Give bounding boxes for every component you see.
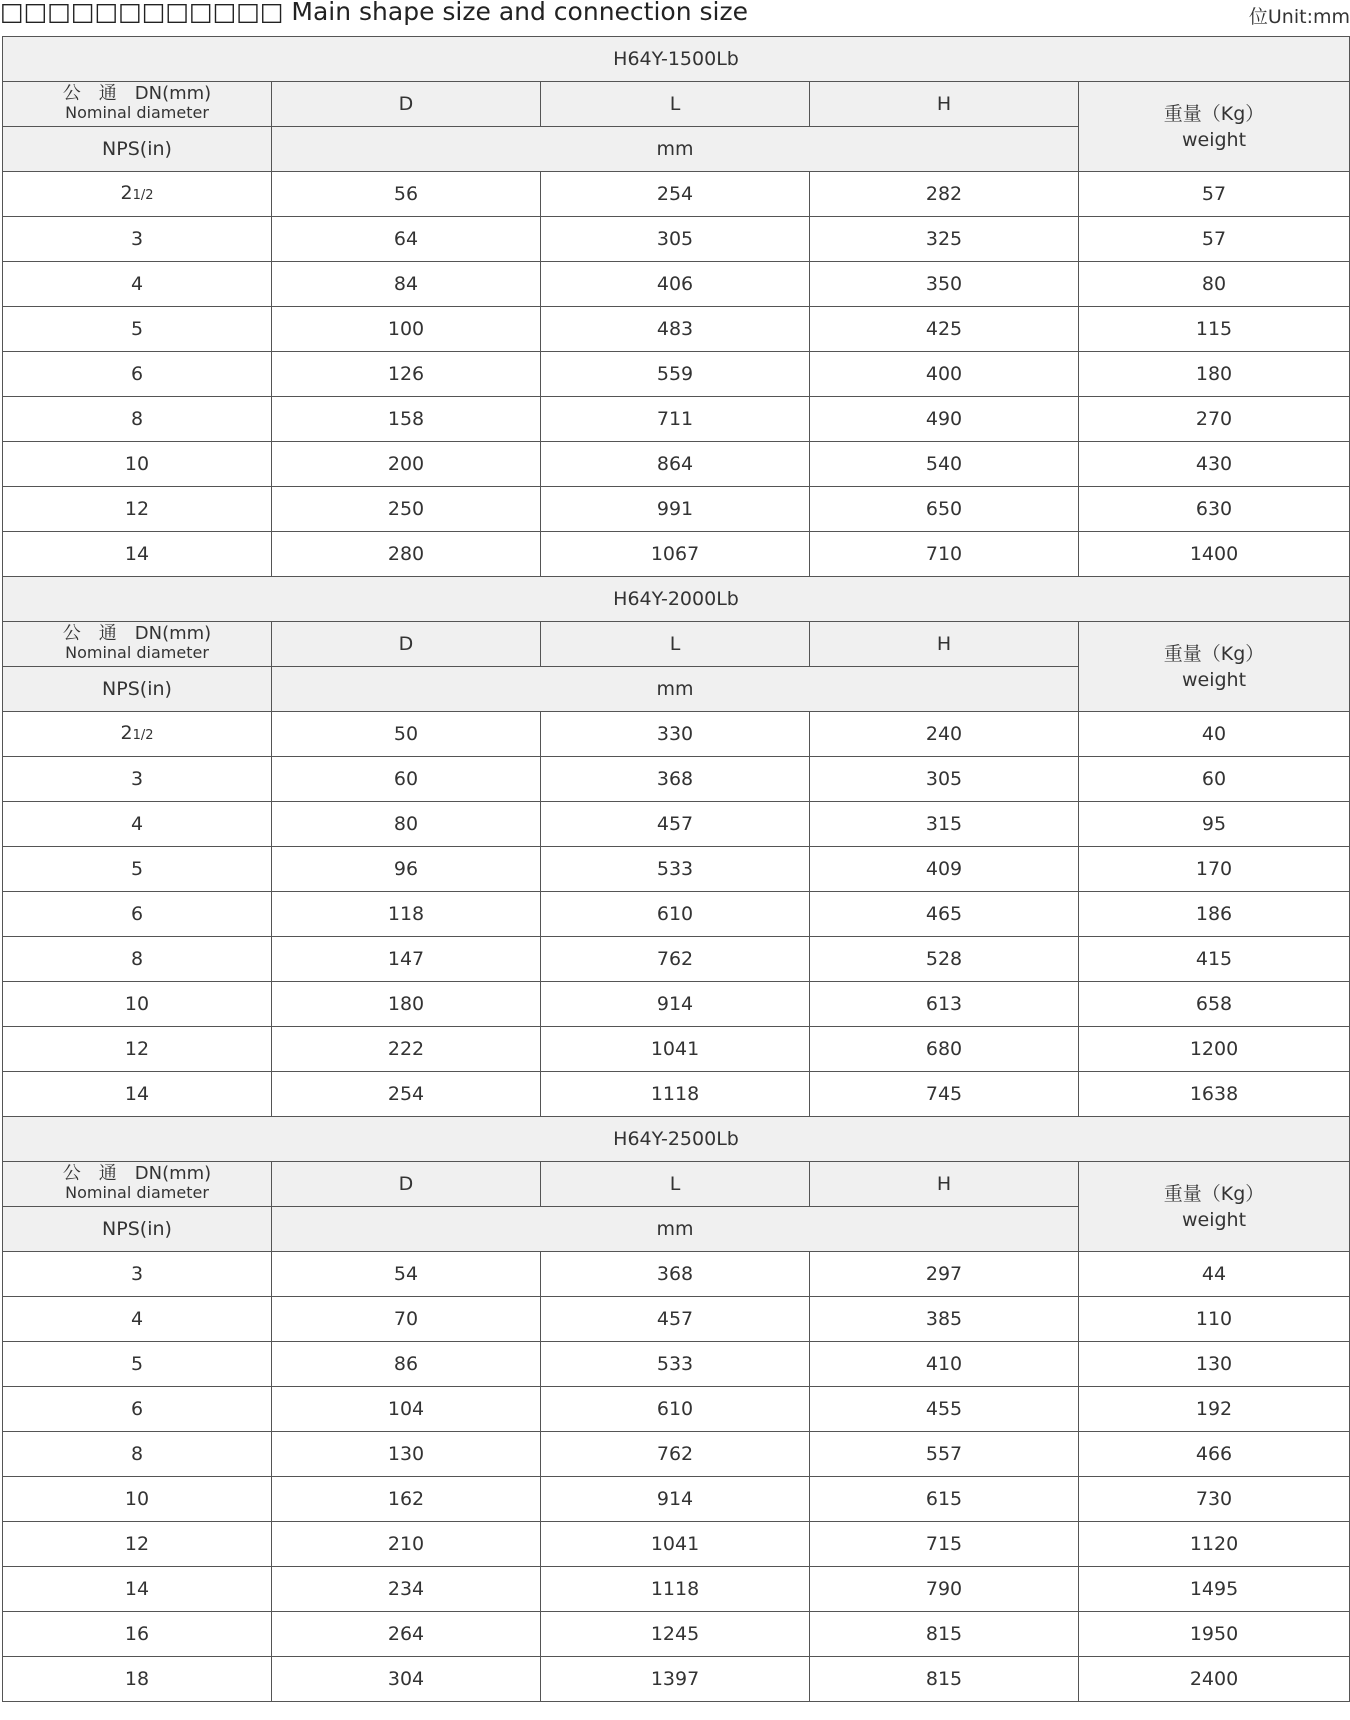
l-cell: 711 <box>541 397 810 442</box>
weight-cell: 80 <box>1079 262 1350 307</box>
dn-header-en: Nominal diameter <box>65 1183 209 1202</box>
h-cell: 490 <box>810 397 1079 442</box>
d-cell: 50 <box>272 712 541 757</box>
table-row <box>3 217 1350 262</box>
table-row <box>3 172 1350 217</box>
d-cell: 60 <box>272 757 541 802</box>
section-title-row <box>3 1117 1350 1162</box>
table-row <box>3 1387 1350 1432</box>
d-cell: 264 <box>272 1612 541 1657</box>
l-cell: 254 <box>541 172 810 217</box>
table-row <box>3 937 1350 982</box>
weight-cell: 192 <box>1079 1387 1350 1432</box>
table-row <box>3 1072 1350 1117</box>
weight-cell: 57 <box>1079 172 1350 217</box>
nps-cell: 5 <box>3 307 272 352</box>
unit-mm-header: mm <box>272 127 1079 172</box>
table-row <box>3 487 1350 532</box>
page-title: □□□□□□□□□□□□ Main shape size and connection size <box>0 0 748 26</box>
d-cell: 118 <box>272 892 541 937</box>
table-row <box>3 712 1350 757</box>
weight-cell: 466 <box>1079 1432 1350 1477</box>
nps-cell: 4 <box>3 1297 272 1342</box>
h-cell: 400 <box>810 352 1079 397</box>
unit-mm-header: mm <box>272 1207 1079 1252</box>
nps-fraction: 1/2 <box>132 727 154 743</box>
h-cell: 240 <box>810 712 1079 757</box>
table-row <box>3 757 1350 802</box>
d-cell: 222 <box>272 1027 541 1072</box>
nps-cell: 4 <box>3 262 272 307</box>
table-row <box>3 1477 1350 1522</box>
d-cell: 54 <box>272 1252 541 1297</box>
table-row <box>3 847 1350 892</box>
table-row <box>3 802 1350 847</box>
table-row <box>3 982 1350 1027</box>
weight-cell: 1950 <box>1079 1612 1350 1657</box>
nps-cell: 21/2 <box>3 172 272 217</box>
dn-header-en: Nominal diameter <box>65 103 209 122</box>
weight-header <box>1079 82 1350 172</box>
weight-cell: 658 <box>1079 982 1350 1027</box>
nps-cell: 21/2 <box>3 712 272 757</box>
d-cell: 96 <box>272 847 541 892</box>
d-cell: 200 <box>272 442 541 487</box>
h-cell: 465 <box>810 892 1079 937</box>
nps-cell: 12 <box>3 1027 272 1072</box>
d-cell: 158 <box>272 397 541 442</box>
nps-header: NPS(in) <box>3 1207 272 1252</box>
unit-label: 位Unit:mm <box>1248 6 1350 28</box>
h-cell: 680 <box>810 1027 1079 1072</box>
weight-cell: 1495 <box>1079 1567 1350 1612</box>
nps-cell: 10 <box>3 1477 272 1522</box>
d-cell: 250 <box>272 487 541 532</box>
table-row <box>3 1432 1350 1477</box>
weight-cell: 110 <box>1079 1297 1350 1342</box>
weight-header-en: weight <box>1181 1208 1247 1231</box>
nps-cell: 8 <box>3 397 272 442</box>
l-cell: 914 <box>541 1477 810 1522</box>
weight-cell: 415 <box>1079 937 1350 982</box>
col-l-header: L <box>541 1162 810 1207</box>
table-row <box>3 1342 1350 1387</box>
h-cell: 715 <box>810 1522 1079 1567</box>
l-cell: 483 <box>541 307 810 352</box>
dn-header-cn: 公 通 DN(mm) <box>62 623 212 644</box>
h-cell: 557 <box>810 1432 1079 1477</box>
d-cell: 304 <box>272 1657 541 1702</box>
l-cell: 457 <box>541 802 810 847</box>
weight-cell: 40 <box>1079 712 1350 757</box>
nps-cell: 6 <box>3 352 272 397</box>
l-cell: 610 <box>541 892 810 937</box>
h-cell: 425 <box>810 307 1079 352</box>
weight-cell: 1400 <box>1079 532 1350 577</box>
h-cell: 385 <box>810 1297 1079 1342</box>
weight-cell: 1638 <box>1079 1072 1350 1117</box>
dn-header-cn: 公 通 DN(mm) <box>62 1163 212 1184</box>
weight-header-cn: 重量（Kg） <box>1163 102 1265 125</box>
h-cell: 410 <box>810 1342 1079 1387</box>
dn-header <box>3 1162 272 1207</box>
l-cell: 762 <box>541 1432 810 1477</box>
header-row <box>3 1162 1350 1207</box>
weight-header-en: weight <box>1181 128 1247 151</box>
table-row <box>3 442 1350 487</box>
d-cell: 180 <box>272 982 541 1027</box>
nps-cell: 3 <box>3 1252 272 1297</box>
h-cell: 790 <box>810 1567 1079 1612</box>
l-cell: 914 <box>541 982 810 1027</box>
nps-cell: 8 <box>3 1432 272 1477</box>
d-cell: 80 <box>272 802 541 847</box>
nps-cell: 16 <box>3 1612 272 1657</box>
l-cell: 368 <box>541 1252 810 1297</box>
h-cell: 745 <box>810 1072 1079 1117</box>
h-cell: 325 <box>810 217 1079 262</box>
dn-header-en: Nominal diameter <box>65 643 209 662</box>
weight-cell: 180 <box>1079 352 1350 397</box>
d-cell: 210 <box>272 1522 541 1567</box>
weight-cell: 2400 <box>1079 1657 1350 1702</box>
nps-cell: 3 <box>3 757 272 802</box>
h-cell: 297 <box>810 1252 1079 1297</box>
h-cell: 613 <box>810 982 1079 1027</box>
l-cell: 457 <box>541 1297 810 1342</box>
col-d-header: D <box>272 1162 541 1207</box>
weight-cell: 270 <box>1079 397 1350 442</box>
l-cell: 533 <box>541 847 810 892</box>
nps-fraction: 1/2 <box>132 187 154 203</box>
table-row <box>3 307 1350 352</box>
table-row <box>3 1657 1350 1702</box>
l-cell: 1041 <box>541 1027 810 1072</box>
h-cell: 315 <box>810 802 1079 847</box>
col-l-header: L <box>541 622 810 667</box>
col-d-header: D <box>272 82 541 127</box>
dimension-table <box>2 36 1350 1702</box>
table-row <box>3 397 1350 442</box>
l-cell: 1397 <box>541 1657 810 1702</box>
table-row <box>3 1567 1350 1612</box>
l-cell: 406 <box>541 262 810 307</box>
weight-cell: 115 <box>1079 307 1350 352</box>
d-cell: 130 <box>272 1432 541 1477</box>
nps-cell: 6 <box>3 892 272 937</box>
d-cell: 86 <box>272 1342 541 1387</box>
l-cell: 330 <box>541 712 810 757</box>
h-cell: 615 <box>810 1477 1079 1522</box>
weight-header <box>1079 1162 1350 1252</box>
nps-header: NPS(in) <box>3 127 272 172</box>
h-cell: 815 <box>810 1657 1079 1702</box>
nps-cell: 4 <box>3 802 272 847</box>
h-cell: 815 <box>810 1612 1079 1657</box>
col-h-header: H <box>810 622 1079 667</box>
weight-header <box>1079 622 1350 712</box>
weight-cell: 170 <box>1079 847 1350 892</box>
nps-cell: 12 <box>3 487 272 532</box>
table-row <box>3 1612 1350 1657</box>
weight-cell: 95 <box>1079 802 1350 847</box>
table-row <box>3 1252 1350 1297</box>
l-cell: 1118 <box>541 1567 810 1612</box>
col-l-header: L <box>541 82 810 127</box>
l-cell: 1245 <box>541 1612 810 1657</box>
weight-cell: 44 <box>1079 1252 1350 1297</box>
l-cell: 305 <box>541 217 810 262</box>
model-title: H64Y-2000Lb <box>3 577 1350 622</box>
l-cell: 1041 <box>541 1522 810 1567</box>
d-cell: 100 <box>272 307 541 352</box>
h-cell: 540 <box>810 442 1079 487</box>
nps-header: NPS(in) <box>3 667 272 712</box>
section-title-row <box>3 577 1350 622</box>
nps-cell: 5 <box>3 1342 272 1387</box>
weight-cell: 1120 <box>1079 1522 1350 1567</box>
nps-cell: 6 <box>3 1387 272 1432</box>
d-cell: 147 <box>272 937 541 982</box>
d-cell: 280 <box>272 532 541 577</box>
h-cell: 282 <box>810 172 1079 217</box>
table-row <box>3 262 1350 307</box>
h-cell: 650 <box>810 487 1079 532</box>
d-cell: 84 <box>272 262 541 307</box>
nps-cell: 18 <box>3 1657 272 1702</box>
l-cell: 533 <box>541 1342 810 1387</box>
table-row <box>3 352 1350 397</box>
h-cell: 409 <box>810 847 1079 892</box>
d-cell: 254 <box>272 1072 541 1117</box>
h-cell: 305 <box>810 757 1079 802</box>
nps-cell: 14 <box>3 1567 272 1612</box>
nps-cell: 14 <box>3 1072 272 1117</box>
dn-header <box>3 622 272 667</box>
dimension-table-body <box>3 37 1350 1702</box>
l-cell: 864 <box>541 442 810 487</box>
nps-cell: 14 <box>3 532 272 577</box>
model-title: H64Y-2500Lb <box>3 1117 1350 1162</box>
h-cell: 528 <box>810 937 1079 982</box>
dn-header-cn: 公 通 DN(mm) <box>62 83 212 104</box>
weight-cell: 430 <box>1079 442 1350 487</box>
l-cell: 368 <box>541 757 810 802</box>
d-cell: 64 <box>272 217 541 262</box>
table-row <box>3 1297 1350 1342</box>
weight-cell: 60 <box>1079 757 1350 802</box>
nps-cell: 10 <box>3 442 272 487</box>
h-cell: 710 <box>810 532 1079 577</box>
section-title-row <box>3 37 1350 82</box>
weight-cell: 57 <box>1079 217 1350 262</box>
table-row <box>3 1027 1350 1072</box>
col-h-header: H <box>810 82 1079 127</box>
nps-cell: 10 <box>3 982 272 1027</box>
table-row <box>3 532 1350 577</box>
table-row <box>3 892 1350 937</box>
weight-cell: 186 <box>1079 892 1350 937</box>
weight-cell: 630 <box>1079 487 1350 532</box>
table-row <box>3 1522 1350 1567</box>
weight-cell: 130 <box>1079 1342 1350 1387</box>
nps-cell: 5 <box>3 847 272 892</box>
weight-header-cn: 重量（Kg） <box>1163 1182 1265 1205</box>
l-cell: 991 <box>541 487 810 532</box>
h-cell: 455 <box>810 1387 1079 1432</box>
col-d-header: D <box>272 622 541 667</box>
nps-cell: 12 <box>3 1522 272 1567</box>
weight-cell: 730 <box>1079 1477 1350 1522</box>
l-cell: 762 <box>541 937 810 982</box>
l-cell: 610 <box>541 1387 810 1432</box>
nps-cell: 8 <box>3 937 272 982</box>
h-cell: 350 <box>810 262 1079 307</box>
d-cell: 104 <box>272 1387 541 1432</box>
d-cell: 70 <box>272 1297 541 1342</box>
nps-cell: 3 <box>3 217 272 262</box>
l-cell: 1118 <box>541 1072 810 1117</box>
d-cell: 162 <box>272 1477 541 1522</box>
d-cell: 234 <box>272 1567 541 1612</box>
col-h-header: H <box>810 1162 1079 1207</box>
header-row <box>3 622 1350 667</box>
d-cell: 56 <box>272 172 541 217</box>
dn-header <box>3 82 272 127</box>
model-title: H64Y-1500Lb <box>3 37 1350 82</box>
unit-mm-header: mm <box>272 667 1079 712</box>
l-cell: 559 <box>541 352 810 397</box>
l-cell: 1067 <box>541 532 810 577</box>
header-row <box>3 82 1350 127</box>
d-cell: 126 <box>272 352 541 397</box>
weight-cell: 1200 <box>1079 1027 1350 1072</box>
weight-header-cn: 重量（Kg） <box>1163 642 1265 665</box>
weight-header-en: weight <box>1181 668 1247 691</box>
